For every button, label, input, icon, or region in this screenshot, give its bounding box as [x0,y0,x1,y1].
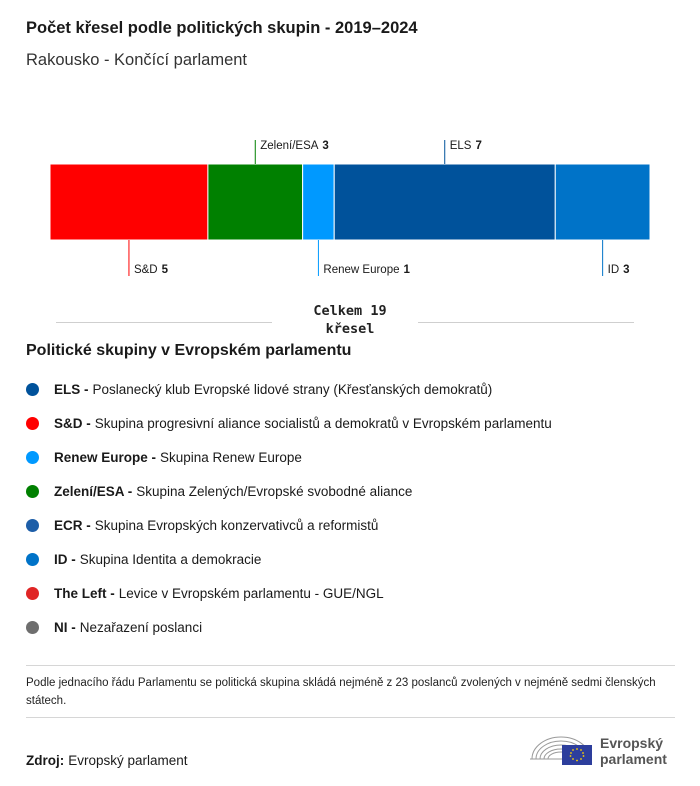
bar-label-category: Zelení/ESA [260,140,319,152]
ep-logo [528,727,678,771]
legend-desc: Skupina progresivní aliance socialistů a demokratů v Evropském parlamentu [94,415,552,431]
bar-segment [50,164,208,240]
legend-desc: Poslanecký klub Evropské lidové strany (Křesťanských demokratů) [92,381,493,397]
bar-label-category: ID [607,264,620,276]
bar-segment [555,164,650,240]
legend-abbr: ELS - [54,381,89,397]
total-seats-label [272,302,428,338]
legend-desc: Skupina Renew Europe [160,449,302,465]
legend-color-dot [26,519,39,532]
legend-item [26,440,676,474]
legend-desc: Nezařazení poslanci [79,619,203,635]
legend-desc: Levice v Evropském parlamentu - GUE/NGL [118,585,384,601]
source-label: Zdroj: [26,753,65,768]
bar-label-category: ELS [449,140,472,152]
legend-color-dot [26,417,39,430]
bar-label-value: 7 [475,140,482,152]
legend-desc: Skupina Identita a demokracie [79,551,262,567]
bar-label-value: 3 [322,140,329,152]
bar-segment [208,164,303,240]
legend-abbr: Renew Europe - [54,449,157,465]
legend-abbr: The Left - [54,585,115,601]
legend-abbr: S&D - [54,415,91,431]
stacked-bar-chart [0,130,700,290]
legend-item [26,474,676,508]
legend-color-dot [26,485,39,498]
legend-title: Politické skupiny v Evropském parlamentu [26,342,352,359]
ep-emblem-icon [528,729,594,769]
total-divider-right [418,322,634,323]
legend-color-dot [26,553,39,566]
bar-segment [303,164,335,240]
ep-logo-text [600,735,667,767]
source [26,753,188,768]
bar-label [134,264,169,276]
legend-color-dot [26,451,39,464]
bar-label-category: S&D [133,264,158,276]
bar-segment [334,164,555,240]
footnote: Podle jednacího řádu Parlamentu se politická skupina skládá nejméně z 23 poslanců zvolených v nejméně sedmi členských státech. [26,677,656,707]
chart-title: Počet křesel podle politických skupin - 2019–2024 [26,19,418,37]
bar-label [450,140,482,152]
total-seats-unit: křesel [325,321,375,337]
ep-logo-line1: Evropský [600,735,664,751]
divider-bottom [26,717,675,718]
legend-item [26,372,676,406]
total-seats-count: Celkem 19 [313,303,387,319]
legend-abbr: ID - [54,551,76,567]
legend-abbr: NI - [54,619,76,635]
bar-label [323,264,410,276]
bar-label-value: 1 [403,264,410,276]
bar-label-value: 5 [161,264,169,276]
legend-abbr: ECR - [54,517,91,533]
legend-color-dot [26,587,39,600]
legend-color-dot [26,383,39,396]
legend [26,372,676,644]
legend-abbr: Zelení/ESA - [54,483,133,499]
legend-desc: Skupina Evropských konzervativců a reformistů [94,517,379,533]
legend-item [26,508,676,542]
bar-label [260,140,329,152]
legend-item [26,406,676,440]
bar-label-category: Renew Europe [323,264,400,276]
legend-item [26,542,676,576]
bar-label-value: 3 [623,264,630,276]
legend-item [26,610,676,644]
ep-logo-line2: parlament [600,751,667,767]
legend-desc: Skupina Zelených/Evropské svobodné aliance [136,483,413,499]
divider-top [26,665,675,666]
chart-subtitle: Rakousko - Končící parlament [26,51,248,69]
legend-color-dot [26,621,39,634]
total-divider-left [56,322,272,323]
legend-item [26,576,676,610]
bar-label [608,264,630,276]
source-value: Evropský parlament [68,753,188,768]
